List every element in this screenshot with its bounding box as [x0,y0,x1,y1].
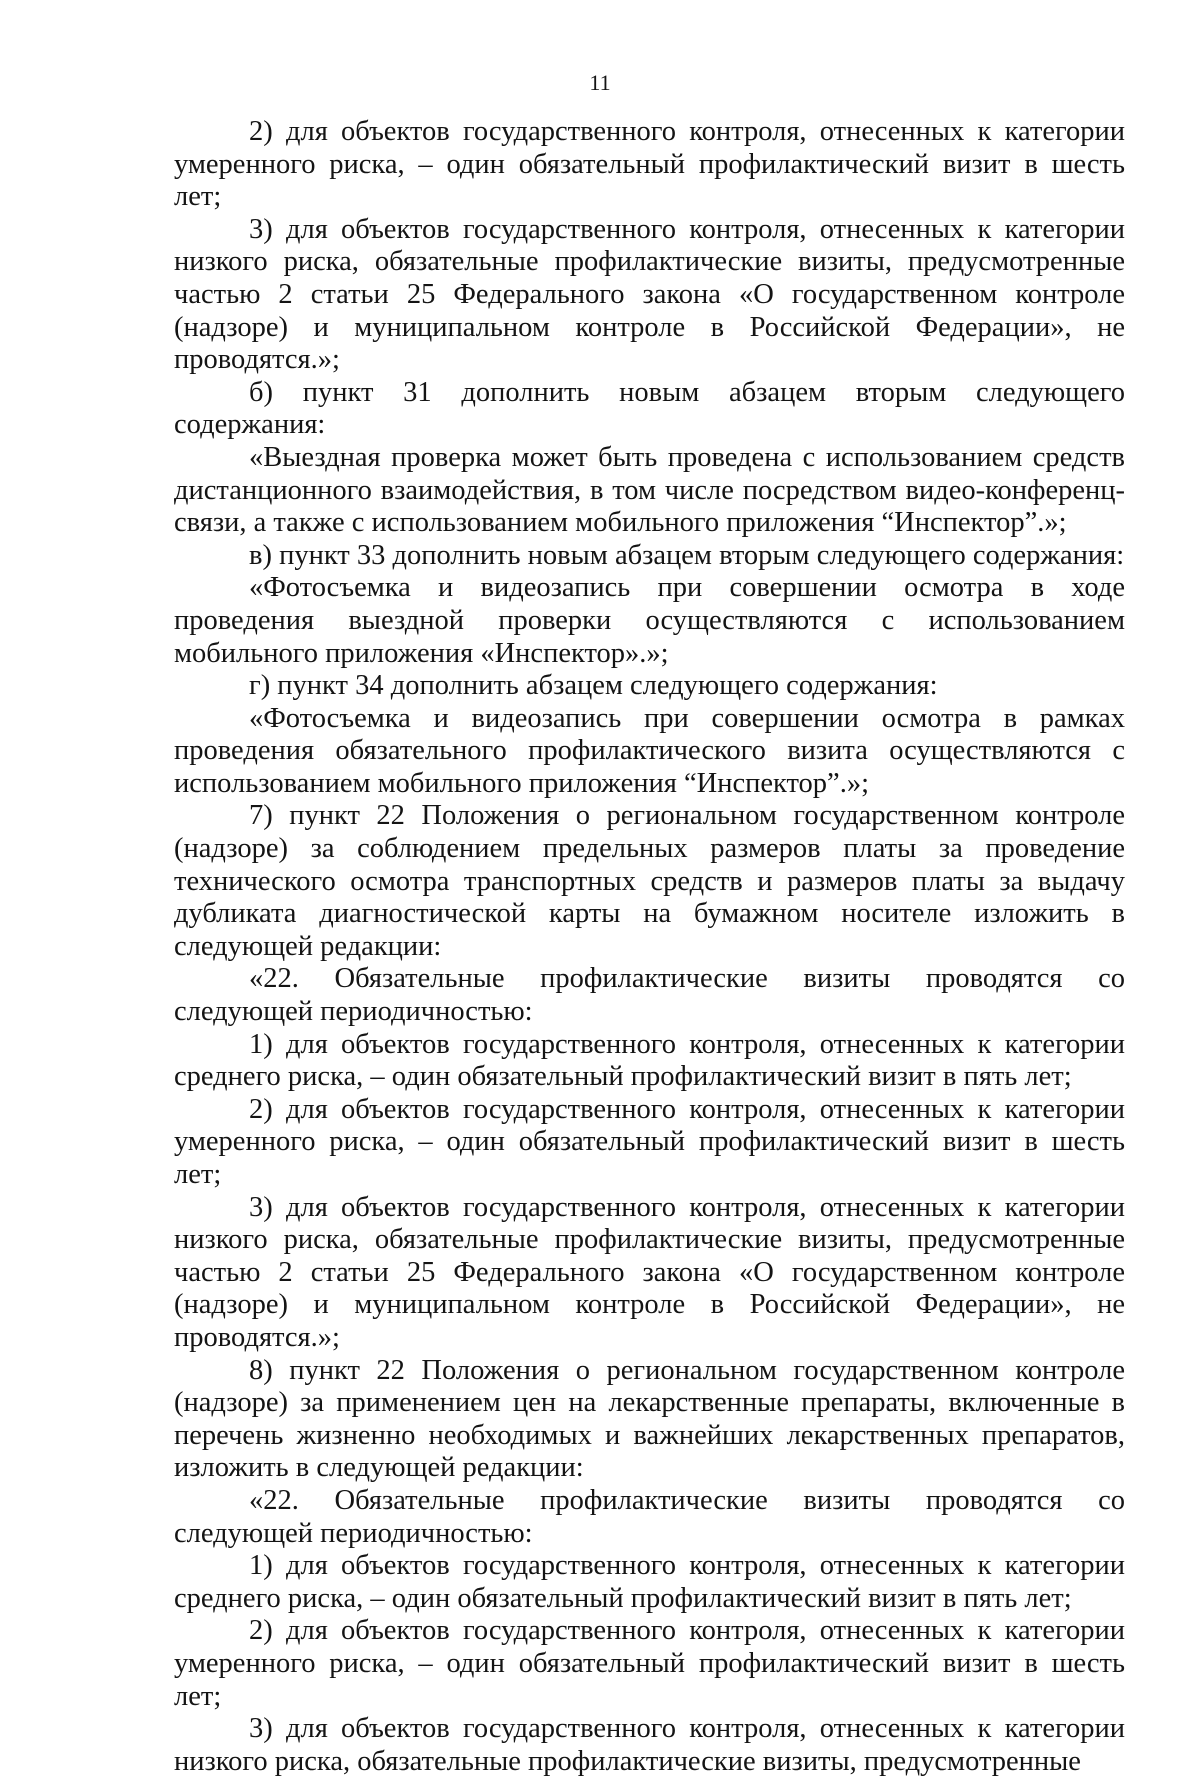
paragraph: 3) для объектов государственного контроля, отнесенных к категории низкого риска, обязательные профилактические визиты, предусмотренные частью 2 статьи 25 Федерального закона «О государственном контроле (надзоре) и муниципальном контроле в Российской Федерации», не проводятся.»; [174,213,1125,376]
paragraph: «Выездная проверка может быть проведена с использованием средств дистанционного взаимодействия, в том числе посредством видео-конференц-связи, а также с использованием мобильного приложения “Инспектор”.»; [174,441,1125,539]
paragraph: в) пункт 33 дополнить новым абзацем вторым следующего содержания: [249,539,1125,571]
paragraph: 8) пункт 22 Положения о региональном государственном контроле (надзоре) за применением цен на лекарственные препараты, включенные в перечень жизненно необходимых и важнейших лекарственных препаратов, изложить в следующей редакции: [174,1354,1125,1484]
paragraph: «Фотосъемка и видеозапись при совершении осмотра в ходе проведения выездной проверки осуществляются с использованием мобильного приложения «Инспектор».»; [174,572,1125,669]
document-body [174,116,1125,1778]
paragraph: 7) пункт 22 Положения о региональном государственном контроле (надзоре) за соблюдением предельных размеров платы за проведение технического осмотра транспортных средств и размеров платы за выдачу дубликата диагностической карты на бумажном носителе изложить в следующей редакции: [174,800,1125,962]
paragraph: 1) для объектов государственного контроля, отнесенных к категории среднего риска, – один обязательный профилактический визит в пять лет; [174,1550,1125,1614]
paragraph: 2) для объектов государственного контроля, отнесенных к категории умеренного риска, – один обязательный профилактический визит в шесть лет; [174,1615,1125,1712]
paragraph: «22. Обязательные профилактические визиты проводятся со следующей периодичностью: [174,1484,1125,1549]
paragraph: г) пункт 34 дополнить абзацем следующего содержания: [249,670,938,702]
paragraph: 2) для объектов государственного контроля, отнесенных к категории умеренного риска, – один обязательный профилактический визит в шесть лет; [174,1093,1125,1190]
paragraph: 2) для объектов государственного контроля, отнесенных к категории умеренного риска, – один обязательный профилактический визит в шесть лет; [174,116,1125,213]
paragraph: «22. Обязательные профилактические визиты проводятся со следующей периодичностью: [174,963,1125,1028]
paragraph: б) пункт 31 дополнить новым абзацем вторым следующего содержания: [174,376,1125,441]
paragraph: 1) для объектов государственного контроля, отнесенных к категории среднего риска, – один обязательный профилактический визит в пять лет; [174,1028,1125,1093]
page-number: 11 [589,70,611,95]
paragraph: 3) для объектов государственного контроля, отнесенных к категории низкого риска, обязательные профилактические визиты, предусмотренные частью 2 статьи 25 Федерального закона «О государственном контроле (надзоре) и муниципальном контроле в Российской Федерации», не проводятся.»; [174,1191,1125,1353]
paragraph: 3) для объектов государственного контроля, отнесенных к категории низкого риска, обязательные профилактические визиты, предусмотренные [174,1713,1125,1777]
paragraph: «Фотосъемка и видеозапись при совершении осмотра в рамках проведения обязательного профилактического визита осуществляются с использованием мобильного приложения “Инспектор”.»; [174,702,1125,799]
